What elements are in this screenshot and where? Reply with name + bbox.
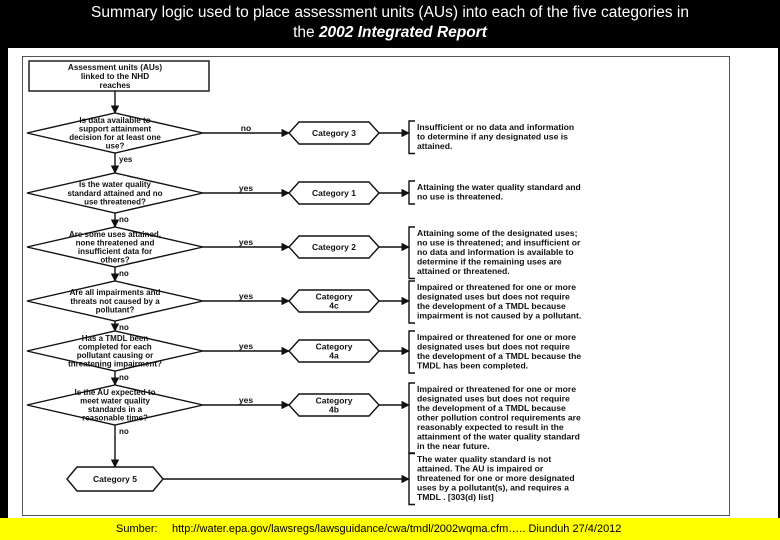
category-label: Category xyxy=(315,341,353,352)
note-bracket xyxy=(409,121,415,154)
note-bracket xyxy=(409,181,415,204)
note-text: the development of a TMDL because xyxy=(417,301,566,311)
note-text: threatened for one or more designated xyxy=(417,473,575,483)
note-text: no use is threatened; and insufficient or xyxy=(417,237,581,248)
note-text: Attaining some of the designated uses; xyxy=(417,228,578,238)
decision-text: Is data available to xyxy=(79,115,151,125)
note-text: reasonably expected to result in the xyxy=(417,422,564,432)
branch-label: yes xyxy=(238,183,254,193)
category-label: 4a xyxy=(329,350,339,361)
note-text: the development of a TMDL because xyxy=(417,403,566,413)
decision-text: reasonable time? xyxy=(82,413,148,423)
note-text: The water quality standard is not xyxy=(417,454,552,464)
down-label: no xyxy=(119,323,129,332)
branch-label: yes xyxy=(238,395,254,405)
note-bracket xyxy=(409,281,415,323)
note-bracket xyxy=(409,453,415,505)
decision-text: use? xyxy=(105,141,125,151)
note-text: designated uses but does not require xyxy=(417,393,570,404)
decision-text: support attainment xyxy=(78,124,152,134)
decision-text: Are some uses attained, xyxy=(68,229,162,239)
note-text: no data and information is available to xyxy=(417,247,574,257)
down-label: yes xyxy=(119,155,133,164)
note-text: designated uses but does not require xyxy=(417,341,570,352)
note-text: Impaired or threatened for one or more xyxy=(417,332,577,342)
note-text: Insufficient or no data and information xyxy=(417,122,575,132)
branch-label: yes xyxy=(238,341,254,351)
decision-text: Is the water quality xyxy=(78,180,152,190)
note-bracket xyxy=(409,383,415,454)
down-label: no xyxy=(119,215,129,224)
decision-text: standard attained and no xyxy=(67,188,163,198)
note-text: other pollution control requirements are xyxy=(417,412,581,423)
source-footer xyxy=(0,518,780,540)
decision-text: meet water quality xyxy=(80,396,150,406)
start-box-text: Assessment units (AUs) xyxy=(67,62,163,72)
title-line-1: Summary logic used to place assessment units (AUs) into each of the five categories in xyxy=(91,4,689,21)
flowchart-svg xyxy=(23,57,729,515)
note-text: no use is threatened. xyxy=(417,191,503,202)
flowchart-figure xyxy=(22,56,730,516)
decision-text: insufficient data for xyxy=(77,247,153,257)
note-text: attained or threatened. xyxy=(417,266,510,276)
slide-title xyxy=(0,0,780,48)
start-box-text: reaches xyxy=(99,80,131,90)
category-label: Category 1 xyxy=(312,187,356,198)
decision-text: others? xyxy=(100,255,130,265)
decision-text: pollutant? xyxy=(95,305,135,315)
note-bracket xyxy=(409,331,415,373)
note-text: Attaining the water quality standard and xyxy=(417,182,581,192)
note-text: TMDL has been completed. xyxy=(417,360,529,371)
down-label: no xyxy=(119,427,129,436)
note-text: attainment of the water quality standard xyxy=(417,431,580,442)
decision-text: use threatened? xyxy=(84,197,146,207)
title-line-2-emphasis: 2002 Integrated Report xyxy=(318,24,487,41)
note-text: in the near future. xyxy=(417,441,490,451)
category-label: Category 2 xyxy=(312,241,356,252)
category-5-label: Category 5 xyxy=(93,473,137,484)
decision-text: completed for each xyxy=(78,342,152,352)
note-bracket xyxy=(409,227,415,279)
down-label: no xyxy=(119,269,129,278)
category-label: Category 3 xyxy=(312,127,356,138)
category-label: Category xyxy=(315,291,353,302)
decision-text: Has a TMDL been xyxy=(81,333,149,343)
source-url[interactable]: http://water.epa.gov/lawsregs/lawsguidance/cwa/tmdl/2002wqma.cfm….. Diunduh 27/4/2012 xyxy=(172,523,622,535)
note-text: designated uses but does not require xyxy=(417,291,570,302)
branch-label: yes xyxy=(238,291,254,301)
title-line-2 xyxy=(0,23,780,43)
note-text: the development of a TMDL because the xyxy=(417,351,582,361)
note-text: impairment is not caused by a pollutant. xyxy=(417,310,582,321)
source-label: Sumber: xyxy=(116,523,158,535)
decision-text: none threatened and xyxy=(75,238,155,248)
note-text: attained. xyxy=(417,141,453,151)
note-text: Impaired or threatened for one or more xyxy=(417,384,577,394)
note-text: Impaired or threatened for one or more xyxy=(417,282,577,292)
note-text: to determine if any designated use is xyxy=(417,131,568,142)
note-text: uses by a pollutant(s), and requires a xyxy=(417,482,569,493)
decision-text: decision for at least one xyxy=(69,133,161,143)
title-line-2-prefix: the xyxy=(293,24,319,41)
category-label: Category xyxy=(315,395,353,406)
decision-text: threats not caused by a xyxy=(70,296,160,306)
category-label: 4b xyxy=(329,404,339,415)
branch-label: yes xyxy=(238,237,254,247)
decision-text: Is the AU expected to xyxy=(74,387,156,397)
note-text: determine if the remaining uses are xyxy=(417,256,562,267)
start-box-text: linked to the NHD xyxy=(80,71,150,81)
note-text: TMDL . [303(d) list] xyxy=(417,492,494,502)
decision-text: Are all impairments and xyxy=(69,288,161,298)
down-label: no xyxy=(119,373,129,382)
decision-text: pollutant causing or xyxy=(76,351,154,361)
category-label: 4c xyxy=(329,300,339,311)
decision-text: standards in a xyxy=(87,405,143,415)
note-text: attained. The AU is impaired or xyxy=(417,463,544,474)
branch-label: no xyxy=(240,123,252,133)
decision-text: threatening impairment? xyxy=(68,359,162,369)
